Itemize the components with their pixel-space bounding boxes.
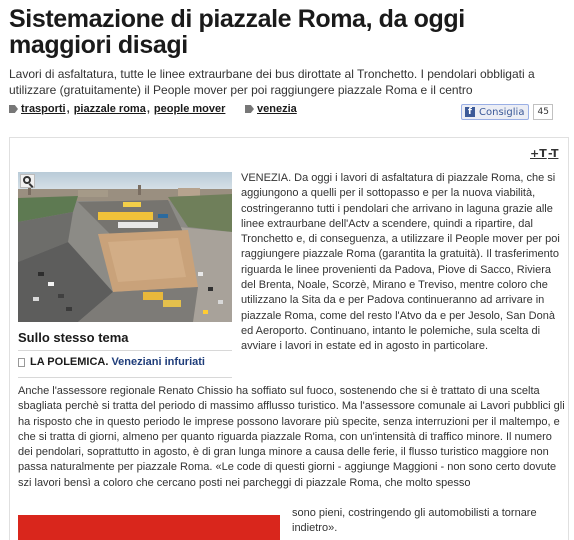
divider [18,377,232,378]
place-tags [245,103,302,115]
facebook-recommend-label: Consiglia [479,106,525,118]
facebook-recommend-button[interactable] [461,104,529,120]
tag-link-people-mover[interactable]: people mover [153,103,226,115]
related-link-text: Veneziani infuriati [111,356,205,368]
topic-tags [9,103,230,115]
document-icon [18,358,25,367]
font-increase-label: +T [530,147,547,160]
related-article-link[interactable] [18,356,205,368]
tag-separator: , [146,103,150,115]
font-decrease-button[interactable] [548,147,558,160]
article-summary: Lavori di asfaltatura, tutte le linee extraurbane dei bus dirottate al Tronchetto. I pendolari obbligati a utilizzare (gratuitamente) il People mover per poi raggiungere piazzale Roma e il centro [9,67,535,97]
tag-separator: , [66,103,70,115]
related-kicker: LA POLEMICA. [30,356,109,368]
article-paragraph: sono pieni, costringendo gli automobilisti a tornare indietro». [292,507,537,535]
advertisement-banner[interactable] [18,515,280,540]
facebook-icon: f [465,107,475,117]
tag-link-venezia[interactable]: venezia [257,103,297,115]
facebook-like [461,104,553,120]
article-paragraph: Anche l'assessore regionale Renato Chissio ha soffiato sul fuoco, sostenendo che si è trattato di una scelta sbagliata perchè si tratta del periodo di massimo afflusso turistico. Ma l'assessore comunale ai Lavori pubblici gli ha risposto che in questo periodo le imprese possono lavorare più specite, senza interruzioni per il maltempo, e che si tratta di giorni, almeno per quanto riguarda piazzale Roma, con un'intensità di traffico minore. Il numero dei pendolari, soprattutto in agosto, è di gran lunga minore a causa delle ferie, il flusso turistico maggiore non passa naturalmente per piazzale Roma. «Le code di questi giorni - aggiunge Maggioni - non sono certo dovute szi lavori bensì a coloro che cercano posti nei parcheggi di piazzale Roma, che molto spesso [18,385,565,489]
tag-icon [245,105,254,113]
tag-link-piazzale-roma[interactable]: piazzale roma [73,103,146,115]
tag-link-trasporti[interactable]: trasporti [21,103,66,115]
font-decrease-label: -T [548,147,559,160]
zoom-icon[interactable] [20,174,35,188]
related-section-title: Sullo stesso tema [18,330,129,345]
divider [18,350,232,351]
article-photo[interactable] [18,172,232,322]
facebook-like-count: 45 [533,104,552,120]
article-headline: Sistemazione di piazzale Roma, da oggi maggiori disagi [9,5,465,59]
tag-icon [9,105,18,113]
article-paragraph: VENEZIA. Da oggi i lavori di asfaltatura di piazzale Roma, che si aggiungono a quelli per il sottopasso e per la nuova viabilità, costringeranno tutti i pendolari che arrivano in laguna grazie alle linee extraurbane dell'Actv a scendere, quindi a ripartire, dal Tronchetto e, di conseguenza, a utilizzare il People mover per poi raggiungere piazzale Roma (garantita la gratuità). Il trasferimento riguarda le linee provenienti da Padova, Piove di Sacco, Riviera del Brenta, Noale, Scorzè, Mirano e Treviso, mentre coloro che utilizzano la Sita da e per Padova continueranno ad arrivare in piazzale Roma, come del resto l'Atvo da e per Jesolo, San Donà ed Aeroporto. Continuano, intanto le polemiche, sula scelta di avviare i lavori in estate ed in agosto in particolare. [241,172,560,353]
font-increase-button[interactable] [530,147,547,160]
